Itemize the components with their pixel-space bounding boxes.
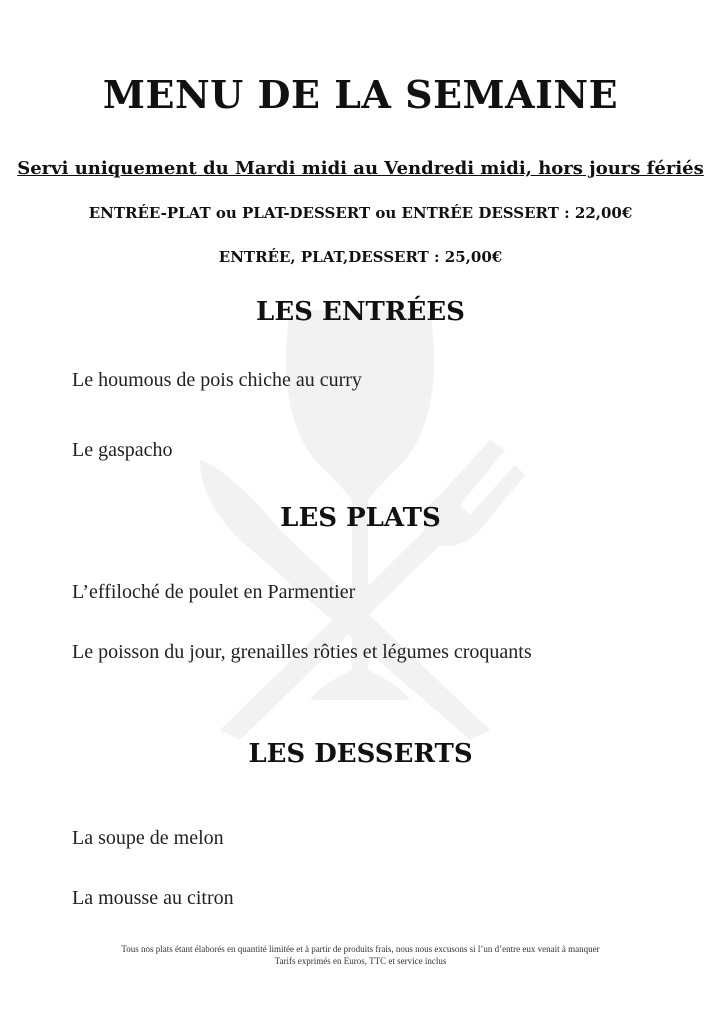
section-heading-desserts: LES DESSERTS	[248, 739, 473, 769]
menu-item: La mousse au citron	[72, 887, 234, 909]
menu-item: Le poisson du jour, grenailles rôties et légumes croquants	[72, 641, 532, 663]
footer-note: Tous nos plats étant élaborés en quantité limitée et à partir de produits frais, nous nous excusons si l’un d’entre eux venait à manquer	[121, 944, 600, 954]
section-heading-entrees: LES ENTRÉES	[256, 297, 465, 327]
menu-item: Le gaspacho	[72, 439, 173, 461]
menu-item: Le houmous de pois chiche au curry	[72, 369, 362, 391]
price-formula-two: ENTRÉE-PLAT ou PLAT-DESSERT ou ENTRÉE DESSERT : 22,00€	[88, 204, 633, 222]
service-hours: Servi uniquement du Mardi midi au Vendredi midi, hors jours fériés	[17, 158, 704, 179]
price-formula-three: ENTRÉE, PLAT,DESSERT : 25,00€	[218, 248, 503, 266]
page-title: MENU DE LA SEMAINE	[102, 72, 619, 117]
menu-item: L’effiloché de poulet en Parmentier	[72, 581, 356, 603]
footer-pricing-note: Tarifs exprimés en Euros, TTC et service inclus	[274, 956, 447, 966]
section-heading-plats: LES PLATS	[280, 503, 441, 533]
menu-item: La soupe de melon	[72, 827, 224, 849]
